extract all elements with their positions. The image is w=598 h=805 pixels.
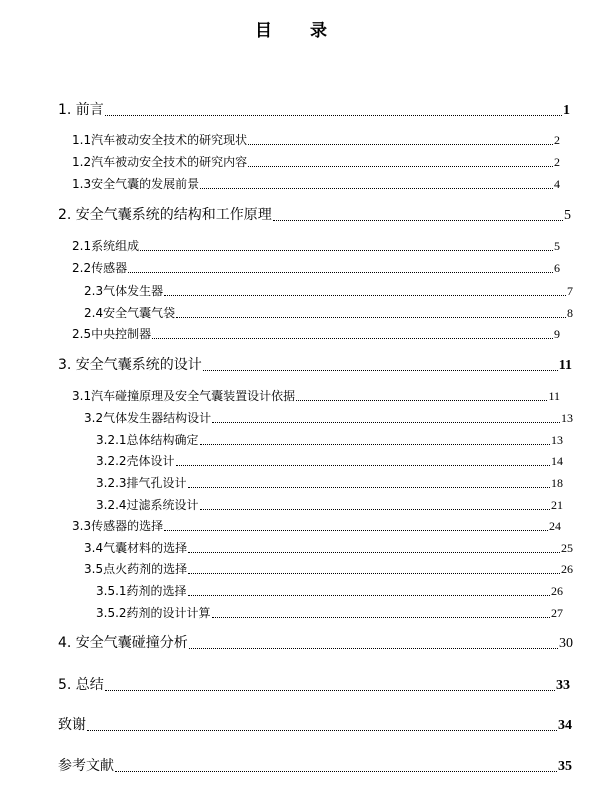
toc-entry-label: 致谢 (58, 717, 86, 733)
toc-entry (84, 540, 573, 556)
toc-leader-dots (176, 465, 550, 466)
toc-entry (72, 238, 560, 254)
toc-entry (96, 432, 563, 448)
toc-page-number: 35 (558, 759, 572, 774)
toc-entry-label: 2.5中央控制器 (72, 327, 152, 341)
toc-leader-dots (200, 444, 550, 445)
toc-entry-label: 2.4安全气囊气袋 (84, 306, 176, 320)
toc-entry-label: 3.2气体发生器结构设计 (84, 411, 212, 425)
toc-entry-label: 4. 安全气囊碰撞分析 (58, 635, 188, 651)
toc-entry (84, 305, 573, 321)
toc-page-number: 7 (567, 284, 573, 298)
toc-entry (96, 605, 563, 621)
toc-page-number: 1 (563, 103, 570, 118)
toc-entry-label: 2. 安全气囊系统的结构和工作原理 (58, 207, 272, 223)
toc-entry-label: 3.2.1总体结构确定 (96, 433, 199, 447)
toc-leader-dots (188, 552, 560, 553)
toc-entry-label: 1. 前言 (58, 102, 104, 118)
toc-leader-dots (248, 144, 553, 145)
toc-leader-dots (164, 295, 566, 296)
toc-page-number: 27 (551, 606, 563, 620)
toc-page-number: 30 (559, 636, 573, 651)
toc-entry (72, 176, 560, 192)
toc-entry-label: 2.1系统组成 (72, 239, 140, 253)
toc-entry-label: 3.5.2药剂的设计计算 (96, 606, 211, 620)
toc-entry (84, 410, 573, 426)
toc-leader-dots (188, 487, 550, 488)
toc-page-number: 11 (548, 389, 560, 403)
toc-entry (72, 260, 560, 276)
toc-entry-label: 1.3安全气囊的发展前景 (72, 177, 200, 191)
toc-entry (84, 561, 573, 577)
toc-entry-label: 3.5点火药剂的选择 (84, 562, 188, 576)
toc-entry (58, 676, 570, 694)
toc-entry (72, 132, 560, 148)
page-title: 目 录 (255, 21, 343, 41)
toc-leader-dots (248, 166, 553, 167)
toc-entry (84, 283, 573, 299)
toc-entry-label: 1.2汽车被动安全技术的研究内容 (72, 155, 248, 169)
toc-entry-label: 3.5.1药剂的选择 (96, 584, 187, 598)
toc-entry-label: 5. 总结 (58, 677, 104, 693)
toc-entry (58, 356, 572, 374)
toc-entry-label: 2.3气体发生器 (84, 284, 164, 298)
toc-page-number: 26 (551, 584, 563, 598)
toc-leader-dots (87, 730, 557, 731)
toc-page-number: 21 (551, 498, 563, 512)
toc-leader-dots (128, 272, 553, 273)
toc-page-number: 2 (554, 133, 560, 147)
toc-entry (96, 475, 563, 491)
toc-leader-dots (189, 648, 558, 649)
toc-leader-dots (115, 771, 557, 772)
toc-leader-dots (203, 370, 558, 371)
toc-page-number: 33 (556, 678, 570, 693)
toc-page-number: 26 (561, 562, 573, 576)
toc-page-number: 6 (554, 261, 560, 275)
toc-entry-label: 3.2.4过滤系统设计 (96, 498, 199, 512)
toc-entry-label: 2.2传感器 (72, 261, 128, 275)
toc-entry (58, 101, 570, 119)
toc-leader-dots (212, 422, 560, 423)
toc-page-number: 13 (551, 433, 563, 447)
toc-entry-label: 3.2.2壳体设计 (96, 454, 175, 468)
toc-page-number: 18 (551, 476, 563, 490)
toc-entry (72, 154, 560, 170)
toc-leader-dots (140, 250, 553, 251)
toc-leader-dots (105, 115, 562, 116)
toc-entry (58, 634, 573, 652)
toc-page-number: 25 (561, 541, 573, 555)
toc-leader-dots (176, 317, 566, 318)
toc-entry-label: 3.4气囊材料的选择 (84, 541, 188, 555)
toc-entry-label: 3.2.3排气孔设计 (96, 476, 187, 490)
toc-entry (72, 326, 560, 342)
toc-leader-dots (273, 220, 563, 221)
toc-page-number: 11 (558, 358, 572, 373)
toc-page-number: 5 (564, 208, 571, 223)
toc-leader-dots (200, 188, 553, 189)
toc-entry-label: 3.3传感器的选择 (72, 519, 164, 533)
toc-page-number: 2 (554, 155, 560, 169)
toc-entry (96, 583, 563, 599)
toc-entry (58, 206, 571, 224)
toc-leader-dots (164, 530, 548, 531)
toc-leader-dots (212, 617, 550, 618)
toc-entry (96, 453, 563, 469)
toc-leader-dots (296, 400, 547, 401)
toc-leader-dots (105, 690, 555, 691)
toc-entry-label: 3.1汽车碰撞原理及安全气囊装置设计依据 (72, 389, 296, 403)
toc-page-number: 5 (554, 239, 560, 253)
toc-entry-label: 1.1汽车被动安全技术的研究现状 (72, 133, 248, 147)
toc-page-number: 4 (554, 177, 560, 191)
toc-page-number: 34 (558, 718, 572, 733)
toc-page-number: 14 (551, 454, 563, 468)
toc-entry (58, 757, 572, 775)
toc-entry-label: 3. 安全气囊系统的设计 (58, 357, 202, 373)
toc-entry-label: 参考文献 (58, 758, 114, 774)
toc-entry (72, 518, 561, 534)
toc-leader-dots (152, 338, 553, 339)
toc-leader-dots (188, 595, 550, 596)
toc-entry (72, 388, 560, 404)
toc-entry (58, 716, 572, 734)
toc-leader-dots (188, 573, 560, 574)
toc-page-number: 13 (561, 411, 573, 425)
toc-leader-dots (200, 509, 550, 510)
toc-page-number: 8 (567, 306, 573, 320)
toc-entry (96, 497, 563, 513)
toc-page-number: 24 (549, 519, 561, 533)
toc-page-number: 9 (554, 327, 560, 341)
